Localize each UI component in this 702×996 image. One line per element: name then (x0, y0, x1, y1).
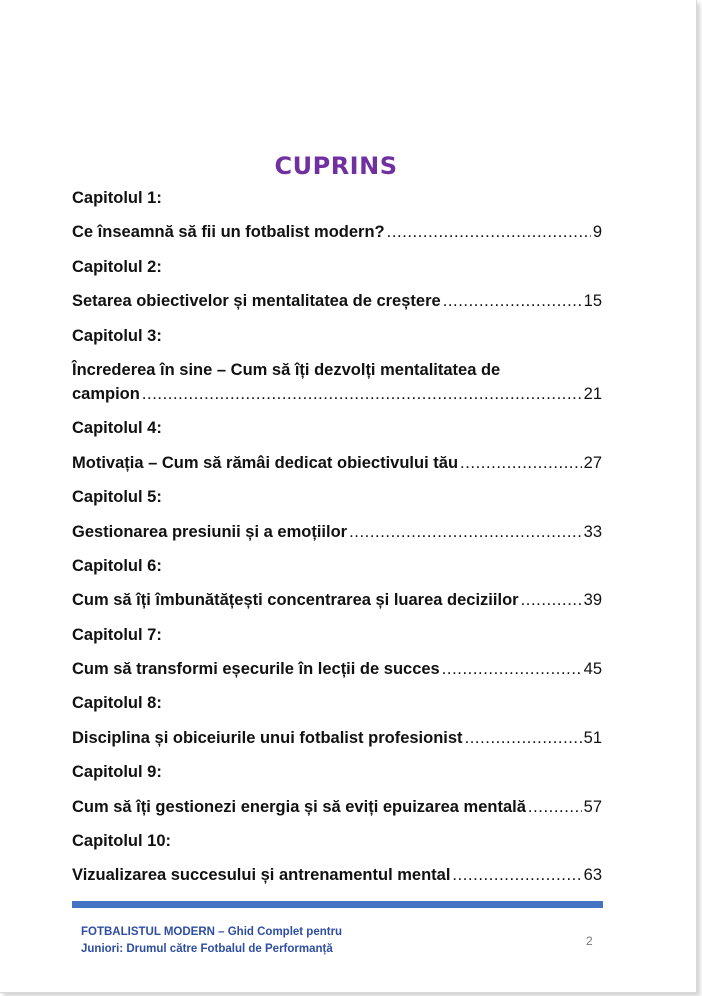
toc-entry[interactable] (72, 795, 602, 819)
toc-chapter-label: Capitolul 9: (72, 763, 162, 782)
toc-entry-title: Cum să îți gestionezi energia și să eviți epuizarea mentală (72, 797, 526, 816)
toc-page-number: 51 (583, 728, 602, 747)
toc-entry-title: Cum să îți îmbunătățești concentrarea și luarea deciziilor (72, 591, 519, 610)
toc-page-number: 45 (583, 660, 602, 679)
toc-dot-leader (521, 588, 582, 612)
toc-entry-title: Motivația – Cum să rămâi dedicat obiectivului tău (72, 453, 459, 472)
toc-page-number: 39 (583, 591, 602, 610)
toc-entry[interactable] (72, 657, 602, 681)
toc-entry[interactable] (72, 726, 602, 750)
toc-page-number: 15 (583, 292, 602, 311)
toc-page-number: 33 (583, 522, 602, 541)
toc-chapter-label: Capitolul 5: (72, 488, 162, 507)
toc-dot-leader (465, 726, 582, 750)
footer-title-line1: FOTBALISTUL MODERN – Ghid Complet pentru (81, 926, 343, 938)
toc-dot-leader (349, 520, 582, 544)
toc-chapter-label: Capitolul 3: (72, 326, 162, 345)
toc-dot-leader (460, 451, 582, 475)
toc-entry[interactable] (72, 863, 602, 887)
toc-dot-leader (387, 220, 591, 244)
toc-chapter-label: Capitolul 4: (72, 419, 162, 438)
toc-entry[interactable] (72, 520, 602, 544)
toc-page-number: 21 (583, 384, 602, 403)
toc-dot-leader (442, 657, 582, 681)
toc-entry-title: Vizualizarea succesului și antrenamentul mental (72, 866, 451, 885)
toc-page-number: 63 (583, 866, 602, 885)
toc-entry[interactable] (72, 588, 602, 612)
toc-entry[interactable] (72, 289, 602, 313)
table-of-contents (72, 186, 602, 898)
toc-dot-leader (142, 382, 582, 406)
toc-chapter-label: Capitolul 6: (72, 556, 162, 575)
toc-page-number: 57 (583, 797, 602, 816)
toc-dot-leader (528, 795, 582, 819)
toc-chapter-label: Capitolul 1: (72, 189, 162, 207)
toc-entry[interactable] (72, 358, 602, 406)
toc-chapter-label: Capitolul 10: (72, 832, 172, 851)
toc-entry-title-line1: Încrederea în sine – Cum să îți dezvolți mentalitatea de (72, 360, 501, 379)
toc-entry-title-line2: campion (72, 384, 140, 403)
toc-entry-title: Disciplina și obiceiurile unui fotbalist profesionist (72, 728, 463, 747)
toc-chapter-label: Capitolul 7: (72, 625, 162, 644)
toc-entry-title: Setarea obiectivelor și mentalitatea de creștere (72, 292, 441, 311)
toc-entry-title: Cum să transformi eșecurile în lecții de succes (72, 660, 440, 679)
toc-page-number: 9 (592, 223, 602, 242)
toc-entry[interactable] (72, 220, 602, 244)
toc-page-number: 27 (583, 453, 602, 472)
footer-page-number: 2 (586, 934, 593, 948)
toc-dot-leader (452, 863, 581, 887)
toc-chapter-label: Capitolul 8: (72, 694, 162, 713)
toc-chapter-label: Capitolul 2: (72, 257, 162, 276)
footer-book-title (81, 924, 342, 958)
footer-divider (72, 901, 603, 908)
toc-entry-title: Ce înseamnă să fii un fotbalist modern? (72, 223, 385, 242)
toc-entry-title: Gestionarea presiunii și a emoțiilor (72, 522, 348, 541)
toc-entry[interactable] (72, 451, 602, 475)
footer-title-line2: Juniori: Drumul către Fotbalul de Performanță (81, 943, 333, 955)
toc-dot-leader (443, 289, 582, 313)
toc-title: CUPRINS (274, 152, 398, 180)
